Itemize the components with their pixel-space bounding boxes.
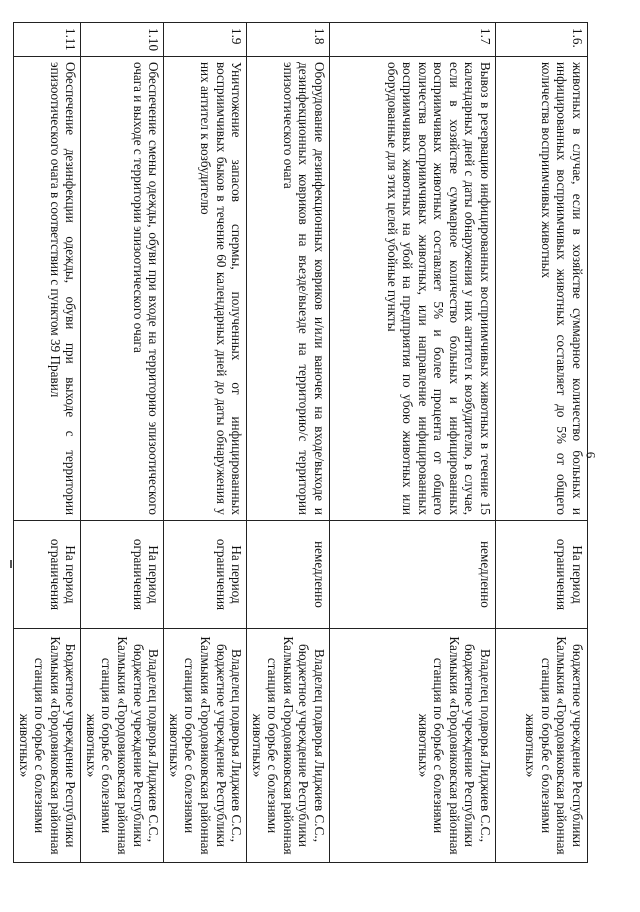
measure-text: животных в случае, если в хозяйстве суммарное количество больных и инфицированных восприимчивых животных составляет до 5% от общего количества восприимчивых животных bbox=[496, 57, 588, 521]
scan-edge-mark bbox=[10, 560, 12, 568]
row-number: 1.6. bbox=[496, 23, 588, 57]
table-row bbox=[164, 23, 247, 863]
responsible-cell: бюджетное учреждение Республики Калмыкия «Городовиковская районная станция по борьбе с болезнями животных» bbox=[496, 629, 588, 863]
table-row bbox=[496, 23, 588, 863]
term-cell: На период ограничения bbox=[496, 521, 588, 629]
term-cell: немедленно bbox=[247, 521, 330, 629]
responsible-cell: Бюджетное учреждение Республики Калмыкия «Городовиковская районная станция по борьбе с болезнями животных» bbox=[14, 629, 81, 863]
measure-text: Оборудование дезинфекционных ковриков и/или ваночек на входе/выходе и дезинфекционных ковриков на въезде/выезде на территорию/с территории эпизоотического очага bbox=[247, 57, 330, 521]
responsible-cell: Владелец подворья Лиджиев С.С., бюджетное учреждение Республики Калмыкия «Городовиковская районная станция по борьбе с болезнями животных» bbox=[247, 629, 330, 863]
table-row bbox=[247, 23, 330, 863]
term-cell: немедленно bbox=[330, 521, 496, 629]
table-row bbox=[14, 23, 81, 863]
measure-text: Обеспечение дезинфекции одежды, обуви при выходе с территории эпизоотического очага в соответствии с пунктом 39 Правил bbox=[14, 57, 81, 521]
measure-text: Обеспечение смены одежды, обуви при входе на территорию эпизоотического очага и выходе с территории эпизоотического очага bbox=[81, 57, 164, 521]
measure-text: Вывоз в резервацию инфицированных восприимчивых животных в течение 15 календарных дней с даты обнаружения у них антител к возбудителю, в случае, если в хозяйстве суммарное количество больных и инфицированных восприимчивых животных составляет 5% и более процента от общего количества восприимчивых животных, или направление инфицированных восприимчивых животных на убой на предприятия по убою животных или оборудованные для этих целей убойные пункты bbox=[330, 57, 496, 521]
table-row bbox=[81, 23, 164, 863]
table-row bbox=[330, 23, 496, 863]
measures-table bbox=[13, 22, 588, 863]
row-number: 1.9 bbox=[164, 23, 247, 57]
measure-text: Уничтожение запасов спермы, полученных от инфицированных восприимчивых быков в течение 60 календарных дней до даты обнаружения у них антител к возбудителю bbox=[164, 57, 247, 521]
responsible-cell: Владелец подворья Лиджиев С.С., бюджетное учреждение Республики Калмыкия «Городовиковская районная станция по борьбе с болезнями животных» bbox=[164, 629, 247, 863]
row-number: 1.8 bbox=[247, 23, 330, 57]
responsible-cell: Владелец подворья Лиджиев С.С., бюджетное учреждение Республики Калмыкия «Городовиковская районная станция по борьбе с болезнями животных» bbox=[330, 629, 496, 863]
page-number: 6 bbox=[583, 451, 599, 459]
row-number: 1.10 bbox=[81, 23, 164, 57]
responsible-cell: Владелец подворья Лиджиев С.С., бюджетное учреждение Республики Калмыкия «Городовиковская районная станция по борьбе с болезнями животных» bbox=[81, 629, 164, 863]
term-cell: На период ограничения bbox=[81, 521, 164, 629]
row-number: 1.11 bbox=[14, 23, 81, 57]
term-cell: На период ограничения bbox=[14, 521, 81, 629]
rotated-table-wrapper bbox=[16, 22, 588, 862]
row-number: 1.7 bbox=[330, 23, 496, 57]
term-cell: На период ограничения bbox=[164, 521, 247, 629]
